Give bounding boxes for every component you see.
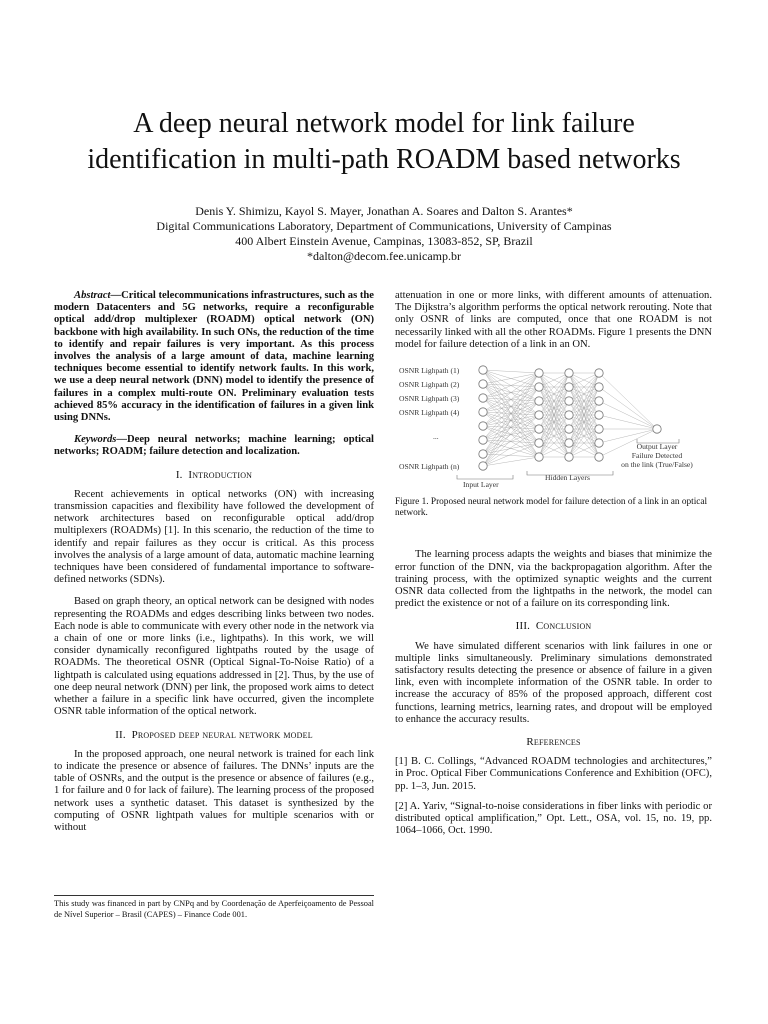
input-label-n: OSNR Lighpath (n) bbox=[399, 462, 460, 472]
figure-1-caption: Figure 1. Proposed neural network model for failure detection of a link in an optical network. bbox=[395, 497, 708, 519]
network-connection bbox=[599, 429, 657, 443]
intro-paragraph-1: Recent achievements in optical networks (ON) with increasing transmission capacities and flexibility have followed the development of network architectures based on reconfigurable optical add/drop multiplexers (ROADMs) [1]. In this scenario, the reduction of the time to identify and repair failures as they occur is critical. As this process involves the analysis of a large amount of data, automatic machine learning techniques have been considered of fundamental importance to software-defined networks (SDNs). bbox=[54, 488, 374, 586]
hidden-node bbox=[535, 397, 543, 405]
input-label-3: OSNR Lighpath (3) bbox=[399, 394, 460, 404]
input-label-ellipsis: ... bbox=[433, 432, 439, 442]
hidden-node bbox=[535, 383, 543, 391]
hidden-node bbox=[595, 411, 603, 419]
hidden-node bbox=[535, 411, 543, 419]
hidden-node bbox=[565, 425, 573, 433]
input-node bbox=[479, 462, 487, 470]
model-paragraph-1: In the proposed approach, one neural network is trained for each link to indicate the presence or absence of failures. The DNNs’ inputs are the table of OSNRs, and the output is the presence or absence of failures (e.g., 1 for failure and 0 for lack of failure). The learning process of the proposed network uses a synthetic dataset. This dataset is synthesized by the computing of OSNR lightpath values for multiple scenarios with or without bbox=[54, 748, 374, 833]
dnn-diagram bbox=[395, 361, 712, 491]
hidden-node bbox=[535, 425, 543, 433]
network-connection bbox=[599, 373, 657, 429]
output-node bbox=[653, 425, 661, 433]
keywords-lead: Keywords bbox=[74, 434, 117, 446]
network-connection bbox=[599, 401, 657, 429]
hidden-node bbox=[595, 369, 603, 377]
right-column bbox=[395, 290, 712, 845]
section-heading-references: References bbox=[526, 736, 581, 749]
hidden-node bbox=[595, 453, 603, 461]
network-connection bbox=[599, 387, 657, 429]
hidden-node bbox=[535, 453, 543, 461]
reference-2: [2] A. Yariv, “Signal-to-noise considerations in fiber links with periodic or distributed optical amplification,” Opt. Lett., OSA, vol. 15, no. 19, pp. 1064–1066, Oct. 1990. bbox=[395, 800, 712, 837]
intro-paragraph-2: Based on graph theory, an optical network can be designed with nodes representing the ROADMs and edges describing links between two nodes. Each node is able to communicate with every other node in the network via a chain of one or more links (i.e., lightpaths). In this work, we will consider dynamically reconfigured lightpaths routed by the usage of ROADMs. The theoretical OSNR (Optical Signal-To-Noise Ratio) of a lightpath is calculated using equations addressed in [2]. Thus, by the use of one deep neural network (DNN) per link, the proposed work aims to detect whether a failure in a specific link have occurred, given the incomplete OSNR table information of the optical network. bbox=[54, 596, 374, 718]
paper-title bbox=[40, 106, 728, 178]
keywords bbox=[54, 434, 374, 458]
left-column bbox=[54, 290, 374, 844]
output-layer-label: Output Layer bbox=[636, 442, 678, 452]
hidden-node bbox=[595, 439, 603, 447]
hidden-node bbox=[565, 397, 573, 405]
keywords-text: —Deep neural networks; machine learning; optical networks; ROADM; failure detection and localization. bbox=[54, 434, 374, 458]
hidden-node bbox=[565, 369, 573, 377]
input-node bbox=[479, 450, 487, 458]
conclusion-paragraph-1: We have simulated different scenarios with link failures in one or multiple links simultaneously. Preliminary simulations demonstrated satisfactory results detecting the presence or absence of failure in a given link, even with incomplete information of the OSNR table. In order to increase the accuracy of 85% of the proposed approach, different cost functions, learning metrics, learning rates, and dropout will be employed to enhance the accuracy results. bbox=[395, 640, 712, 725]
input-node bbox=[479, 408, 487, 416]
reference-1: [1] B. C. Collings, “Advanced ROADM technologies and architectures,” in Proc. Optical Fiber Communications Conference and Exhibition (OFC), pp. 1–3, Jun. 2015. bbox=[395, 756, 712, 792]
hidden-node bbox=[595, 425, 603, 433]
title-line-1: A deep neural network model for link failure bbox=[133, 108, 635, 139]
abstract bbox=[54, 290, 374, 424]
input-node bbox=[479, 436, 487, 444]
abstract-lead: Abstract bbox=[74, 290, 111, 301]
input-layer-label: Input Layer bbox=[463, 480, 499, 490]
hidden-node bbox=[565, 439, 573, 447]
author-email: *dalton@decom.fee.unicamp.br bbox=[307, 249, 461, 263]
model-paragraph-2: The learning process adapts the weights and biases that minimize the error function of the DNN, via the backpropagation algorithm. After the training process, with the optimized synaptic weights and the current OSNR data collected from the lightpaths in the network, the model can predict the existence or not of a failure on its corresponding link. bbox=[395, 549, 712, 610]
abstract-text: —Critical telecommunications infrastructures, such as the modern Datacenters and 5G networks, require a reconfigurable optical add/drop multiplexer (ROADM) optical network (ON) backbone with high availability. In such ONs, the reduction of the time to identify and repair failures is very important. As this process involves the analysis of a large amount of data, machine learning techniques become essential to identify network faults. In this work, we use a deep neural network (DNN) model to identify the presence of failures in a complex multi-route ON. Preliminary evaluation tests achieved 85% accuracy in the identification of failures in a given link using DNNs. bbox=[54, 290, 374, 424]
hidden-node bbox=[595, 383, 603, 391]
network-connection bbox=[483, 401, 539, 466]
network-connection bbox=[599, 415, 657, 429]
hidden-node bbox=[535, 369, 543, 377]
funding-footnote: This study was financed in part by CNPq and by Coordenação de Aperfeiçoamento de Pessoal de Nível Superior – Brasil (CAPES) – Finance Code 001. bbox=[54, 895, 374, 920]
output-truefalse-label: on the link (True/False) bbox=[621, 460, 693, 470]
input-label-2: OSNR Lighpath (2) bbox=[399, 380, 460, 390]
output-failure-label: Failure Detected bbox=[631, 451, 683, 461]
hidden-layers-label: Hidden Layers bbox=[545, 473, 590, 483]
hidden-node bbox=[595, 397, 603, 405]
input-node bbox=[479, 366, 487, 374]
figure-1 bbox=[395, 361, 712, 491]
hidden-node bbox=[565, 411, 573, 419]
section-heading-conclusion: III. Conclusion bbox=[515, 620, 592, 633]
input-label-4: OSNR Lighpath (4) bbox=[399, 408, 460, 418]
section-heading-proposed-model: II. Proposed deep neural network model bbox=[115, 728, 313, 741]
network-connection bbox=[483, 373, 539, 454]
hidden-node bbox=[565, 453, 573, 461]
input-node bbox=[479, 394, 487, 402]
input-label-1: OSNR Lighpath (1) bbox=[399, 366, 460, 376]
network-connection bbox=[483, 373, 539, 466]
author-affiliation: Digital Communications Laboratory, Department of Communications, University of Campinas bbox=[156, 219, 612, 233]
author-block bbox=[40, 204, 728, 264]
input-node bbox=[479, 422, 487, 430]
model-paragraph-1-continued: attenuation in one or more links, with different amounts of attenuation. The Dijkstra’s algorithm performs the optical network rerouting. Note that only OSNR of links are computed, once that one ROADM is not necessarily linked with all the other ROADMs. Figure 1 presents the DNN model for failure detection of a link in an ON. bbox=[395, 290, 712, 350]
input-layer-brace bbox=[457, 475, 513, 479]
hidden-node bbox=[565, 383, 573, 391]
section-heading-introduction: I. Introduction bbox=[175, 468, 253, 481]
author-address: 400 Albert Einstein Avenue, Campinas, 13083-852, SP, Brazil bbox=[235, 234, 533, 248]
author-names: Denis Y. Shimizu, Kayol S. Mayer, Jonathan A. Soares and Dalton S. Arantes* bbox=[195, 204, 573, 218]
hidden-node bbox=[535, 439, 543, 447]
title-line-2: identification in multi-path ROADM based networks bbox=[87, 144, 681, 175]
input-node bbox=[479, 380, 487, 388]
